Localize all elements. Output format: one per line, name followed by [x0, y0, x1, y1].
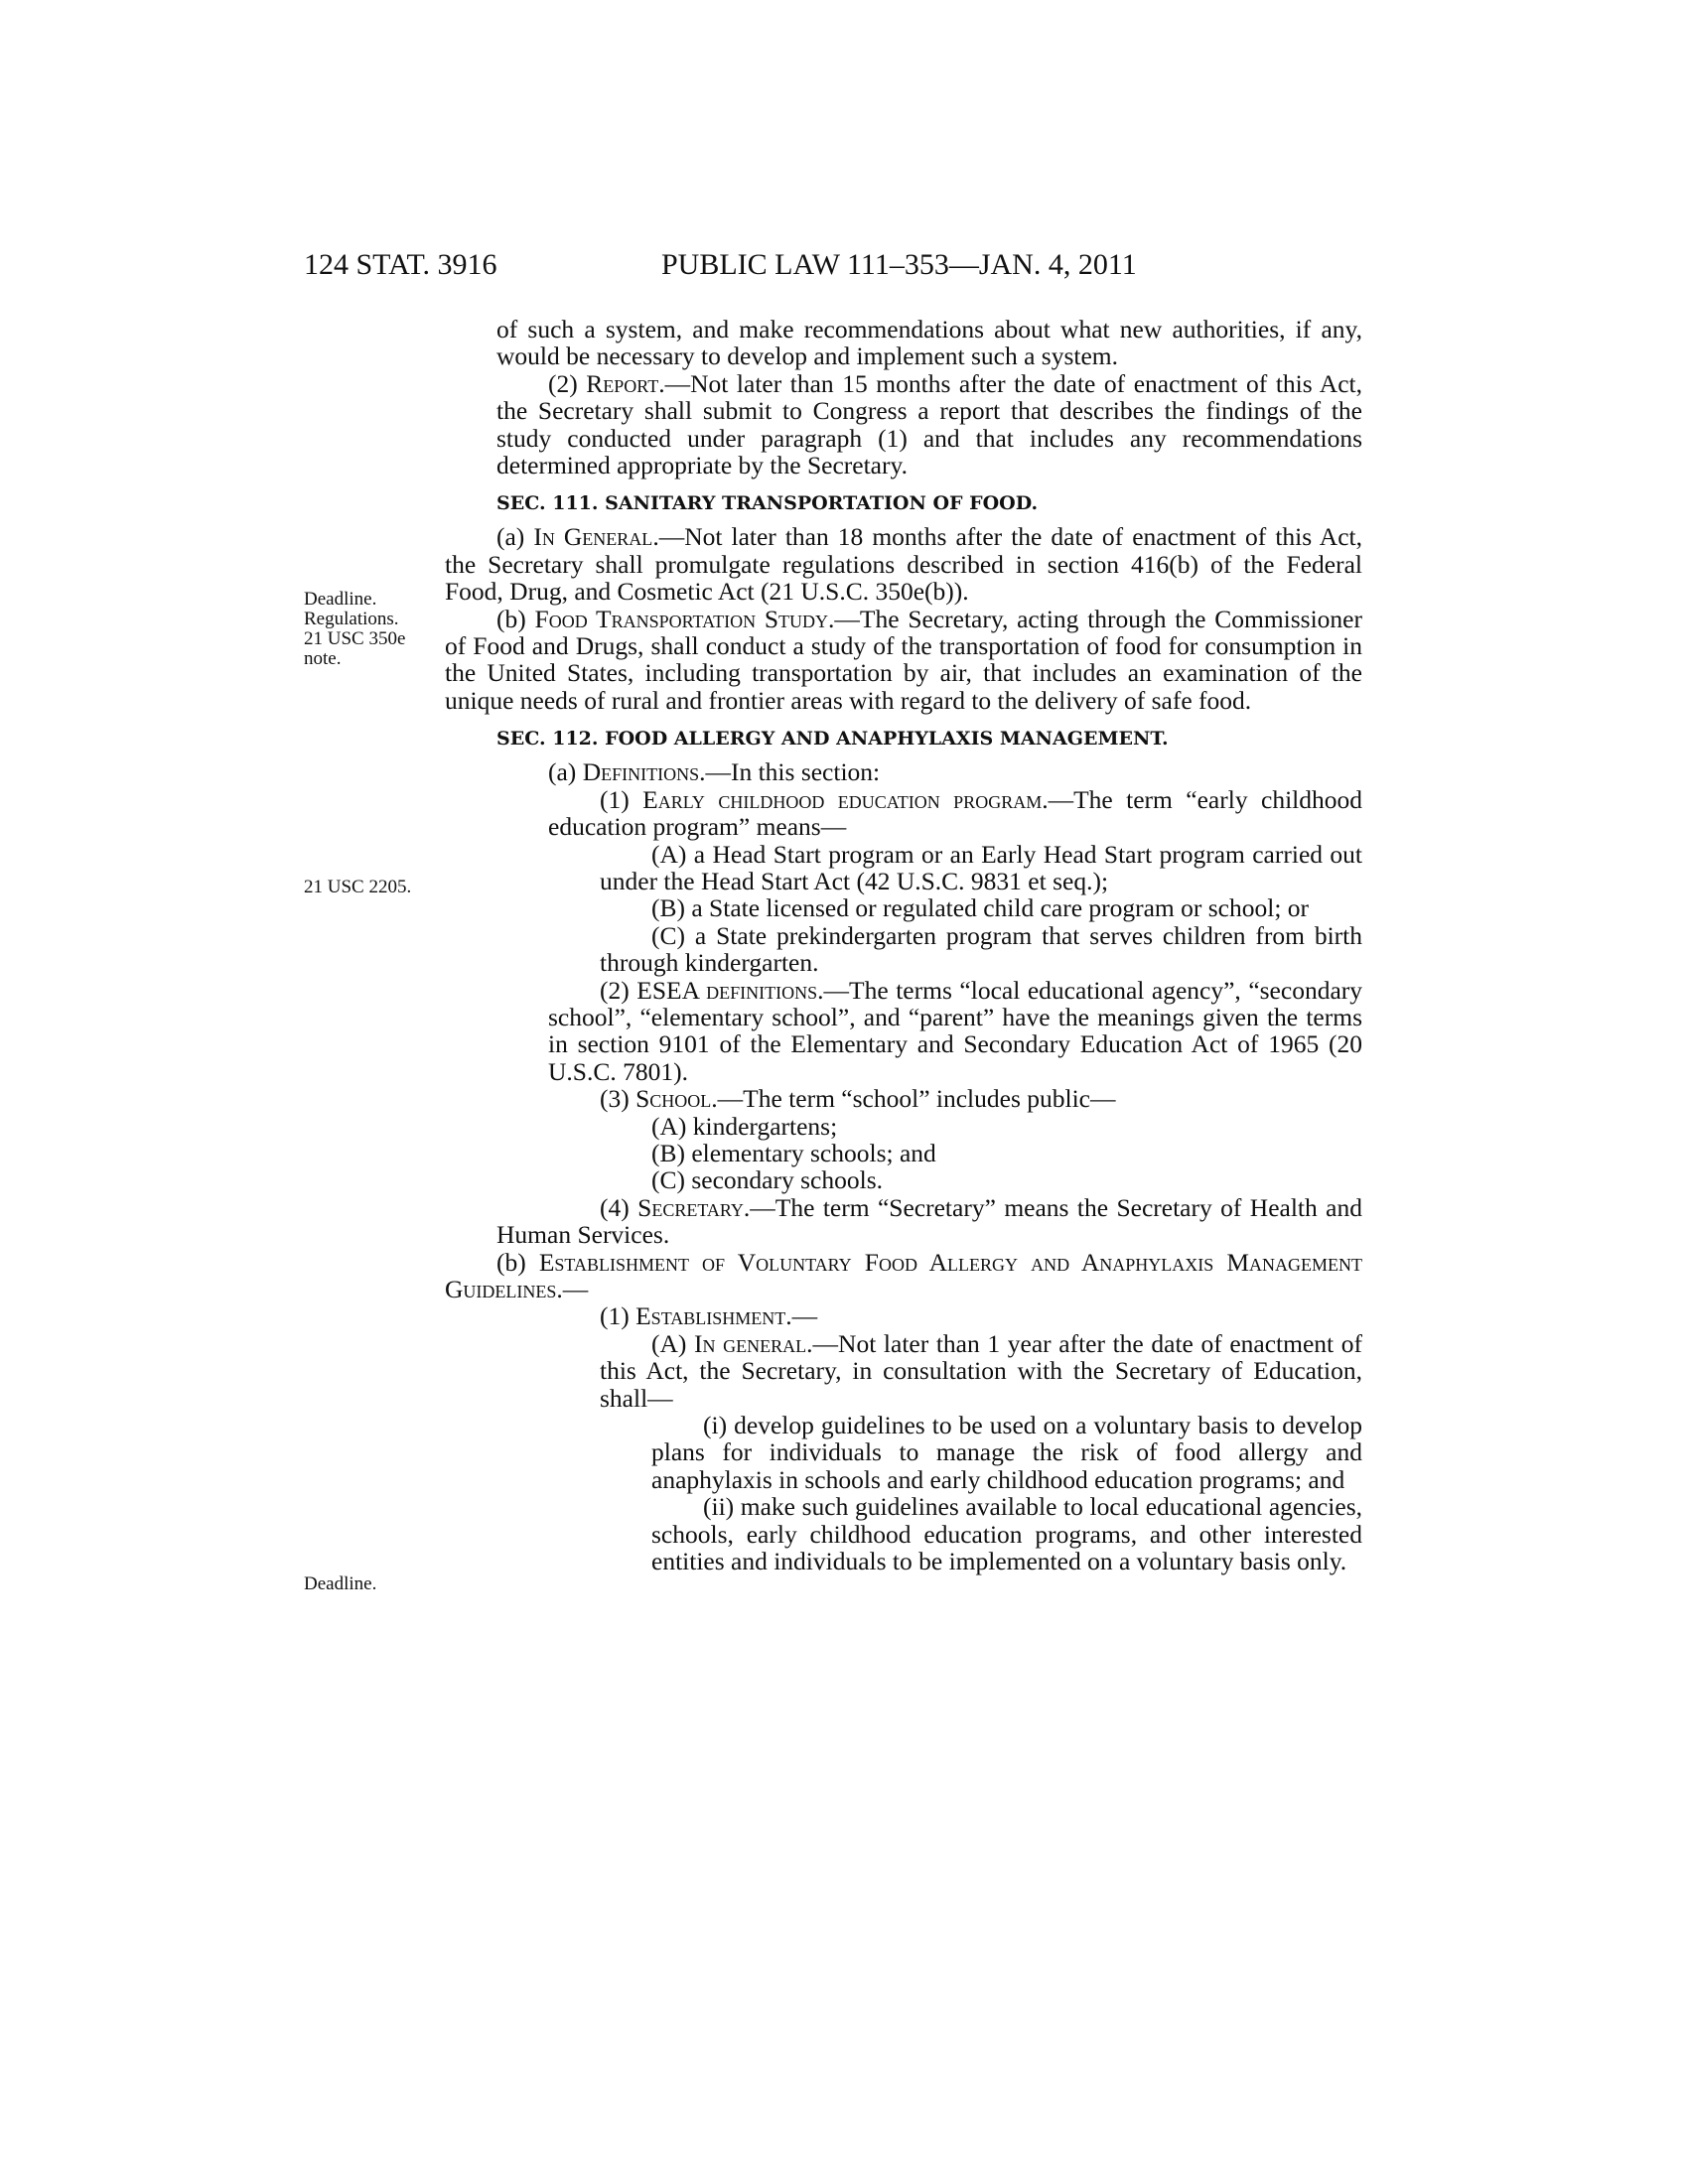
paragraph-112-a-1: (1) Early childhood education program.—The term “early childhood education program” means— — [548, 784, 1362, 842]
paragraph-112-b-1: (1) Establishment.— — [600, 1301, 818, 1331]
margin-note-line: Deadline. — [304, 589, 377, 610]
subsection-heading: Establishment of Voluntary Food Allergy and Anaphylaxis Management Guidelines — [445, 1247, 1362, 1303]
clause-112-a-3-C: (C) secondary schools. — [651, 1165, 883, 1195]
paragraph-heading: Secretary — [637, 1192, 744, 1222]
subparagraph-heading: In general — [694, 1328, 807, 1358]
clause-112-b-1-A-i: (i) develop guidelines to be used on a voluntary basis to develop plans for individuals to manage the risk of food allergy and anaphylaxis in schools and early childhood education programs; and — [651, 1411, 1362, 1494]
subsection-112-b: (b) Establishment of Voluntary Food Allergy and Anaphylaxis Management Guidelines.— — [445, 1247, 1362, 1303]
subsection-111-b: (b) Food Transportation Study.—The Secretary, acting through the Commissioner of Food and Drugs, shall conduct a study of the transportation of food for consumption in the United States, including transportation by air, that includes an examination of the unique needs of rural and frontier areas with regard to the delivery of safe food. — [445, 604, 1362, 715]
paragraph-heading: School — [635, 1084, 712, 1114]
paragraph-heading: definitions — [706, 975, 818, 1005]
clause-112-a-1-B: (B) a State licensed or regulated child care program or school; or — [651, 893, 1310, 923]
running-title: PUBLIC LAW 111–353—JAN. 4, 2011 — [661, 248, 1137, 281]
section-112-title: SEC. 112. FOOD ALLERGY AND ANAPHYLAXIS MANAGEMENT. — [496, 728, 1169, 751]
margin-note-sec111 — [304, 590, 433, 669]
margin-note-line: Regulations. — [304, 609, 399, 629]
clause-112-a-1-C: (C) a State prekindergarten program that serves children from birth through kindergarten. — [600, 920, 1362, 978]
subsection-111-a: (a) In General.—Not later than 18 months after the date of enactment of this Act, the Secretary shall promulgate regulations described in section 416(b) of the Federal Food, Drug, and Cosmetic Act (21 U.S.C. 350e(b)). — [445, 522, 1362, 607]
paragraph-heading: Report — [586, 368, 659, 398]
paragraph-112-a-3: (3) School.—The term “school” includes public— — [600, 1084, 1116, 1114]
clause-112-a-3-A: (A) kindergartens; — [651, 1111, 838, 1141]
subsection-heading: Food Transportation Study — [534, 604, 829, 633]
subsection-112-a: (a) Definitions.—In this section: — [548, 757, 881, 787]
section-111-body — [445, 523, 1362, 714]
section-111-title: SEC. 111. SANITARY TRANSPORTATION OF FOOD. — [496, 492, 1039, 515]
subparagraph-112-b-1-A: (A) In general.—Not later than 1 year after the date of enactment of this Act, the Secretary, in consultation with the Secretary of Education, shall— — [600, 1328, 1362, 1413]
paragraph-112-a-2: (2) ESEA definitions.—The terms “local educational agency”, “secondary school”, “elementary school”, and “parent” have the meanings given the terms in section 9101 of the Elementary and Secondary Education Act of 1965 (20 U.S.C. 7801). — [548, 975, 1363, 1086]
clause-112-a-1-A: (A) a Head Start program or an Early Head Start program carried out under the Head Start Act (42 U.S.C. 9831 et seq.); — [600, 839, 1362, 895]
clause-112-b-1-A-ii: (ii) make such guidelines available to local educational agencies, schools, early childhood education programs, and other interested entities and individuals to be implemented on a voluntary basis only. — [651, 1492, 1362, 1576]
section-112-body — [445, 758, 1362, 1574]
subsection-heading: In General — [533, 522, 653, 552]
page-header — [0, 248, 1688, 288]
paragraph-heading: Establishment — [635, 1301, 786, 1331]
paragraph-heading: Early childhood education program — [642, 784, 1043, 814]
margin-note-line: 21 USC 350e — [304, 628, 406, 649]
subsection-heading: Definitions — [582, 757, 700, 787]
document-body — [445, 315, 1363, 1576]
margin-note-deadline: Deadline. — [304, 1573, 377, 1594]
margin-note-sec112: 21 USC 2205. — [304, 877, 412, 897]
paragraph-report: (2) Report.—Not later than 15 months after the date of enactment of this Act, the Secretary shall submit to Congress a report that describes the findings of the study conducted under paragraph (1) and that includes any recommendations determined appropriate by the Secretary. — [496, 368, 1363, 480]
clause-112-a-3-B: (B) elementary schools; and — [651, 1138, 936, 1167]
continued-paragraph: of such a system, and make recommendations about what new authorities, if any, would be necessary to develop and implement such a system. — [496, 315, 1362, 371]
margin-note-line: note. — [304, 648, 342, 669]
paragraph-112-a-4: (4) Secretary.—The term “Secretary” means the Secretary of Health and Human Services. — [496, 1192, 1362, 1250]
stat-page-number: 124 STAT. 3916 — [304, 248, 497, 281]
